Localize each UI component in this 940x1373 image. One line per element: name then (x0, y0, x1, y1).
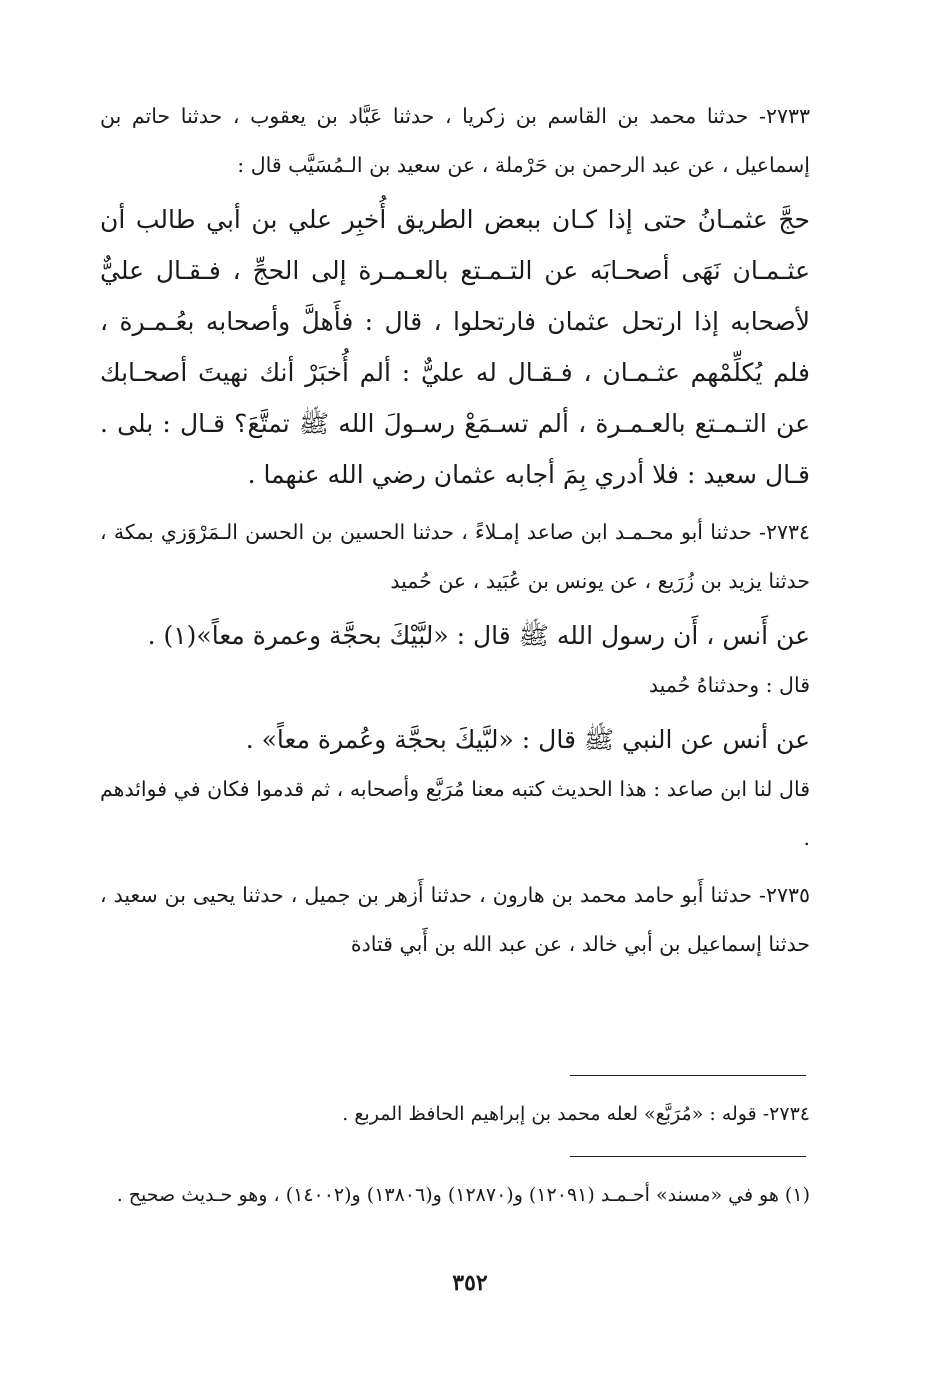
hadith-2734-matn-1: عن أَنس ، أَن رسول الله ﷺ قال : «لبَّيْكَ بحجَّة وعمرة معاً»(١) . (147, 621, 810, 650)
hadith-2733-isnad: ٢٧٣٣- حدثنا محمد بن القاسم بن زكريا ، حدثنا عَبَّاد بن يعقوب ، حدثنا حاتم بن إسماعيل ، عن عبد الرحمن بن حَرْملة ، عن سعيد بن الـمُسَيَّب قال : (100, 104, 810, 177)
editor-footnote: ٢٧٣٤- قوله : «مُرَبَّع» لعله محمد بن إبراهيم الحافظ المربع . (342, 1103, 810, 1125)
main-text (100, 92, 810, 969)
hadith-2734-matn-2: عن أنس عن النبي ﷺ قال : «لبَّيكَ بحجَّة وعُمرة معاً» . (245, 725, 810, 754)
reference-footnote: (١) هو في «مسند» أحـمـد (١٢٠٩١) و(١٢٨٧٠) و(١٣٨٠٦) و(١٤٠٠٢) ، وهو حـديث صحيح . (116, 1184, 810, 1206)
hadith-2734-remark: قال لنا ابن صاعد : هذا الحديث كتبه معنا مُرَبَّع وأصحابه ، ثم قدموا فكان في فوائدهم . (100, 777, 810, 850)
page-number: ٣٥٢ (452, 1270, 488, 1296)
hadith-2734-link: قال : وحدثناهُ حُميد (648, 673, 810, 697)
footnote-separator-2 (570, 1156, 806, 1157)
hadith-2735-isnad: ٢٧٣٥- حدثنا أَبو حامد محمد بن هارون ، حدثنا أَزهر بن جميل ، حدثنا يحيى بن سعيد ، حدثنا إسماعيل بن أبي خالد ، عن عبد الله بن أَبي قتادة (100, 883, 810, 956)
footnote-separator-1 (570, 1075, 806, 1076)
hadith-2733-matn: حجَّ عثمـانُ حتى إذا كـان ببعض الطريق أُخبِر علي بن أبي طالب أن عثـمـان نَهَى أصحـابَه عن التـمـتع بالعـمـرة إلى الحجِّ ، فـقـال عليٌّ لأصحابه إذا ارتحل عثمان فارتحلوا ، قال : فأَهلَّ وأصحابه بعُـمـرة ، فلم يُكلِّمْهم عثـمـان ، فـقـال له عليٌّ : ألم أُخبَرْ أنك نهيتَ أصحـابك عن التـمـتع بالعـمـرة ، ألم تسـمَعْ رسـولَ الله ﷺ تمتَّعَ؟ قـال : بلى . قـال سعيد : فلا أدري بِمَ أجابه عثمان رضي الله عنهما . (100, 205, 810, 489)
hadith-2734-isnad: ٢٧٣٤- حدثنا أبو محـمـد ابن صاعد إمـلاءً ، حدثنا الحسين بن الحسن الـمَرْوَزي بمكة ، حدثنا يزيد بن زُرَيع ، عن يونس بن عُبَيد ، عن حُميد (100, 520, 810, 593)
